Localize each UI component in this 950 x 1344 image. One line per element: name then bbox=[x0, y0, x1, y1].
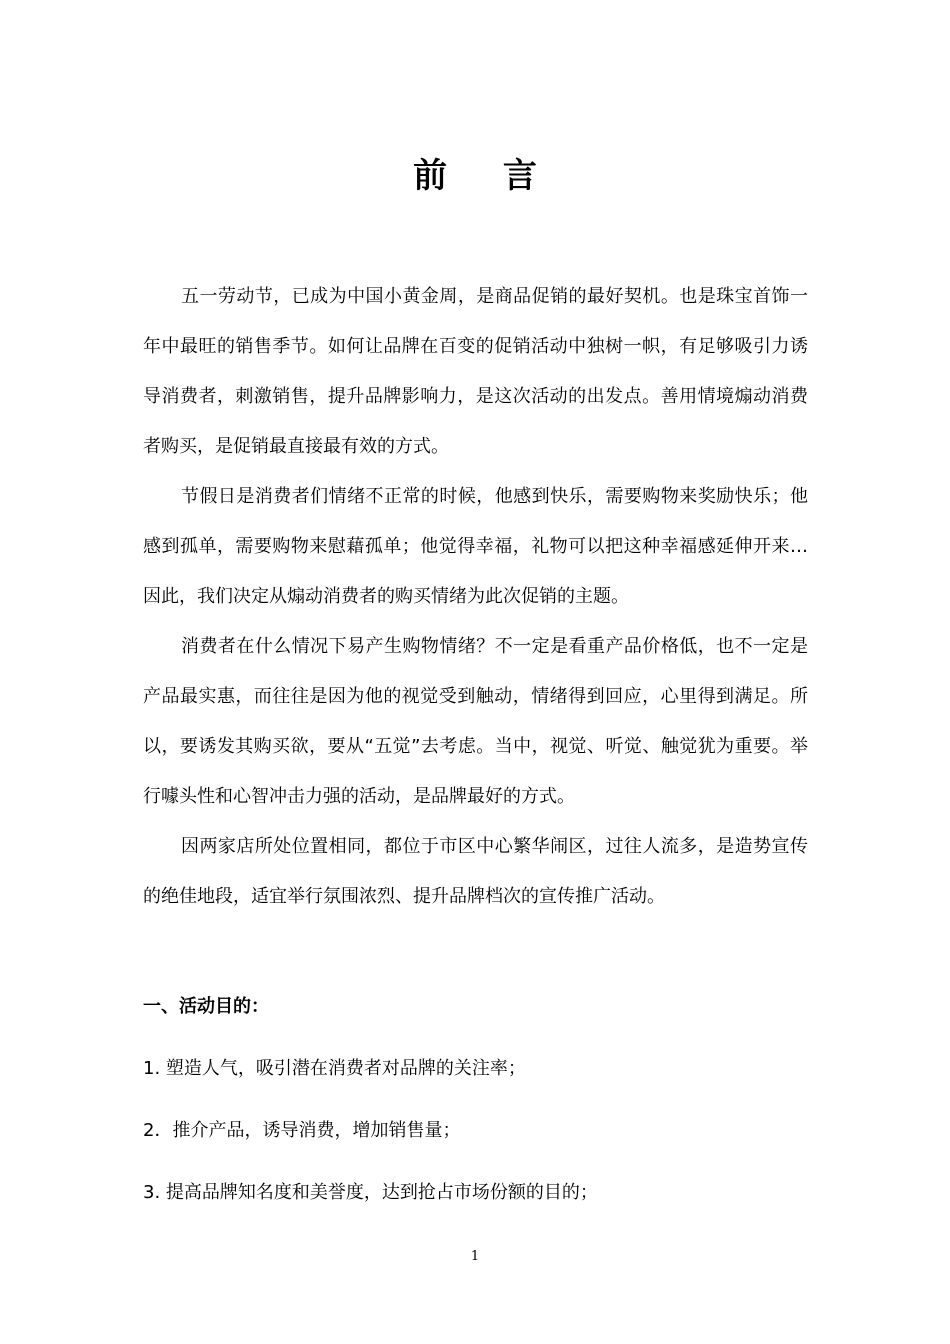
preface-paragraph-1: 五一劳动节，已成为中国小黄金周，是商品促销的最好契机。也是珠宝首饰一年中最旺的销售季节。如何让品牌在百变的促销活动中独树一帜，有足够吸引力诱导消费者，刺激销售，提升品牌影响力，是这次活动的出发点。善用情境煽动消费者购买，是促销最直接最有效的方式。 bbox=[143, 286, 808, 457]
preface-paragraph-4: 因两家店所处位置相同，都位于市区中心繁华闹区，过往人流多，是造势宣传的绝佳地段，适宜举行氛围浓烈、提升品牌档次的宣传推广活动。 bbox=[143, 836, 808, 907]
preface-paragraph-2: 节假日是消费者们情绪不正常的时候，他感到快乐，需要购物来奖励快乐；他感到孤单，需要购物来慰藉孤单；他觉得幸福，礼物可以把这种幸福感延伸开来…因此，我们决定从煽动消费者的购买情绪为此次促销的主题。 bbox=[143, 486, 808, 607]
preface-paragraph-3: 消费者在什么情况下易产生购物情绪？不一定是看重产品价格低，也不一定是产品最实惠，而往往是因为他的视觉受到触动，情绪得到回应，心里得到满足。所以，要诱发其购买欲，要从“五觉”去考虑。当中，视觉、听觉、触觉犹为重要。举行噱头性和心智冲击力强的活动，是品牌最好的方式。 bbox=[143, 636, 808, 807]
page-number: 1 bbox=[470, 1249, 480, 1264]
page-title: 前 言 bbox=[413, 156, 559, 196]
objective-item-3: 3. 提高品牌知名度和美誉度，达到抢占市场份额的目的； bbox=[143, 1182, 598, 1203]
section-heading-objectives: 一、活动目的： bbox=[143, 996, 269, 1017]
objective-item-1: 1. 塑造人气，吸引潜在消费者对品牌的关注率； bbox=[143, 1058, 526, 1079]
objective-item-2: 2．推介产品，诱导消费，增加销售量； bbox=[143, 1120, 461, 1141]
preface-body bbox=[143, 272, 808, 922]
objectives-list bbox=[143, 1046, 808, 1232]
